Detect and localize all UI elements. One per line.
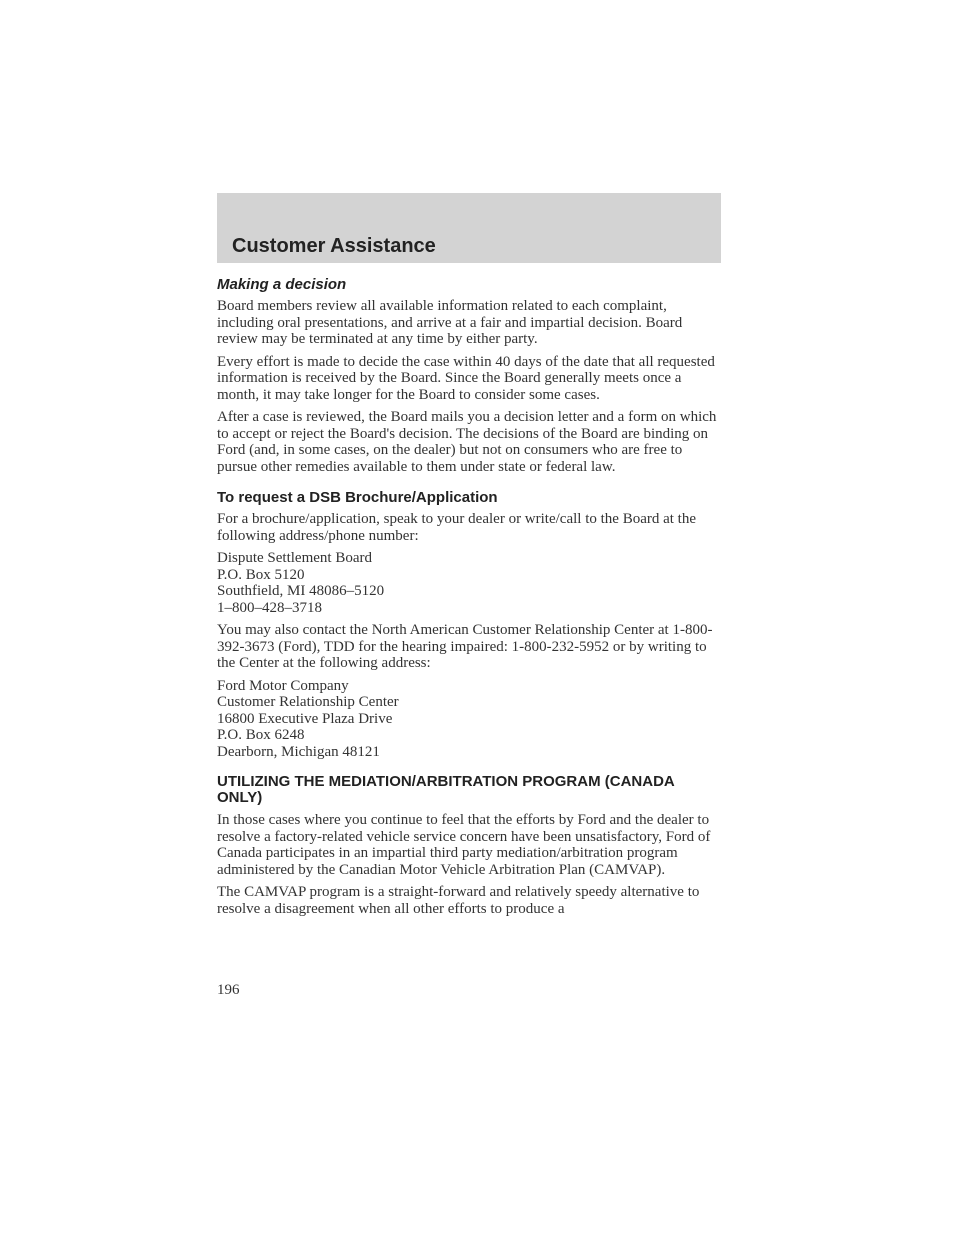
address-line: Dearborn, Michigan 48121 xyxy=(217,743,380,760)
address-line: Ford Motor Company xyxy=(217,677,349,694)
paragraph: You may also contact the North American Customer Relationship Center at 1-800-392-3673 (Ford), TDD for the hearing impaired: 1-800-232-5952 or by writing to the Center at the following address: xyxy=(217,622,713,671)
paragraph: For a brochure/application, speak to your dealer or write/call to the Board at the following address/phone number: xyxy=(217,511,696,544)
paragraph: In those cases where you continue to feel that the efforts by Ford and the dealer to resolve a factory-related vehicle service concern have been unsatisfactory, Ford of Canada participates in an impartial third party mediation/arbitration program administered by the Canadian Motor Vehicle Arbitration Plan (CAMVAP). xyxy=(217,812,711,878)
paragraph: Board members review all available information related to each complaint, including oral presentations, and arrive at a fair and impartial decision. Board review may be terminated at any time by either party. xyxy=(217,298,683,347)
address-line: Southfield, MI 48086–5120 xyxy=(217,583,385,599)
address-line: P.O. Box 5120 xyxy=(217,566,305,583)
address-line: 16800 Executive Plaza Drive xyxy=(217,710,393,727)
phone-line: 1–800–428–3718 xyxy=(217,599,322,616)
address-line: Dispute Settlement Board xyxy=(217,550,372,566)
section-title: Customer Assistance xyxy=(232,235,436,257)
heading-request-brochure: To request a DSB Brochure/Application xyxy=(217,489,498,506)
heading-making-a-decision: Making a decision xyxy=(217,276,347,293)
address-line: Customer Relationship Center xyxy=(217,694,399,710)
heading-mediation-program: UTILIZING THE MEDIATION/ARBITRATION PROGRAM (CANADA ONLY) xyxy=(217,773,675,806)
dsb-address-block xyxy=(217,550,721,616)
paragraph: Every effort is made to decide the case within 40 days of the date that all requested information is received by the Board. Since the Board generally meets once a month, it may take longer for the Board to consider some cases. xyxy=(217,353,715,403)
section-header-band xyxy=(217,193,721,263)
paragraph: After a case is reviewed, the Board mails you a decision letter and a form on which to accept or reject the Board's decision. The decisions of the Board are binding on Ford (and, in some cases, on the dealer) but not on consumers who are free to pursue other remedies available to them under state or federal law. xyxy=(217,409,717,475)
paragraph: The CAMVAP program is a straight-forward and relatively speedy alternative to resolve a disagreement when all other efforts to produce a xyxy=(217,884,700,917)
page-number: 196 xyxy=(217,982,240,998)
address-line: P.O. Box 6248 xyxy=(217,727,305,743)
page-content xyxy=(217,276,721,923)
ford-address-block xyxy=(217,678,721,761)
